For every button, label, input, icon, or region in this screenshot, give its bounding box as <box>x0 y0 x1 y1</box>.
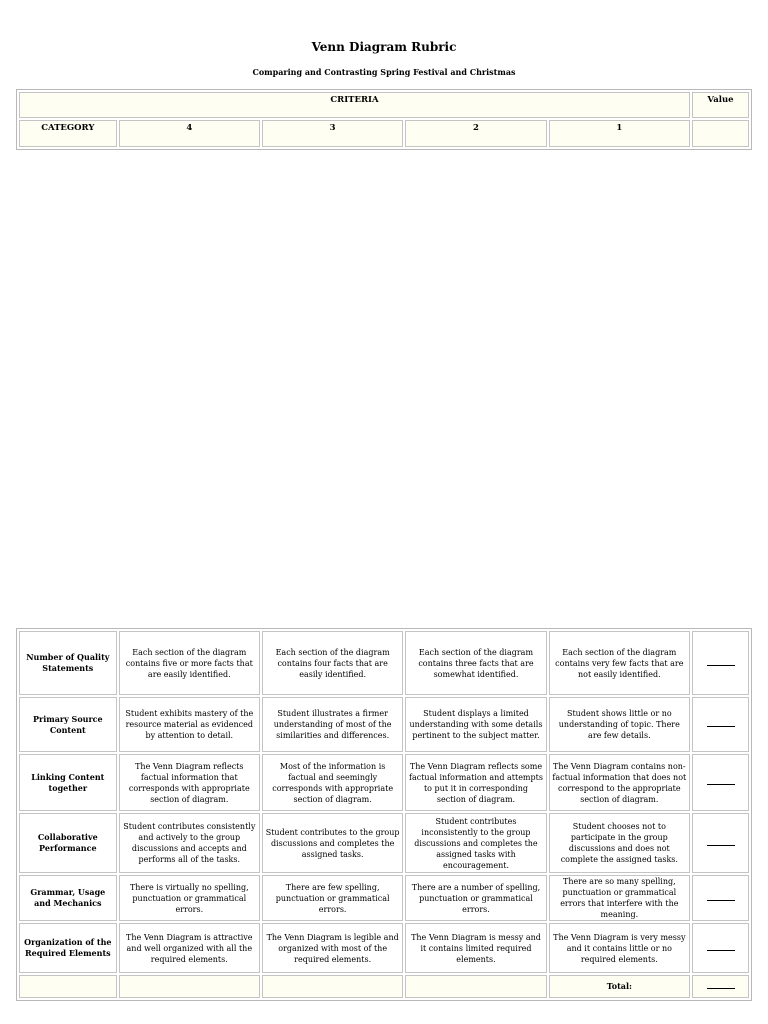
document-subtitle: Comparing and Contrasting Spring Festival and Christmas <box>252 67 516 77</box>
total-row <box>19 975 749 998</box>
score-1-cell: The Venn Diagram contains non-factual information that does not correspond to the appropriate section of diagram. <box>549 754 690 811</box>
value-blank[interactable] <box>692 697 749 752</box>
table-row <box>19 813 749 873</box>
total-value-blank[interactable] <box>692 975 749 998</box>
criteria-header: CRITERIA <box>19 92 690 118</box>
score-2-cell: Student contributes inconsistently to the group discussions and completes the assigned tasks with encouragement. <box>405 813 546 873</box>
score-3-cell: Student contributes to the group discussions and completes the assigned tasks. <box>262 813 403 873</box>
category-cell: Number of Quality Statements <box>19 631 117 695</box>
category-header: CATEGORY <box>19 120 117 147</box>
table-row <box>19 923 749 973</box>
value-header: Value <box>692 92 749 118</box>
category-cell: Organization of the Required Elements <box>19 923 117 973</box>
document-title: Venn Diagram Rubric <box>311 40 457 54</box>
score-2-cell: The Venn Diagram is messy and it contains limited required elements. <box>405 923 546 973</box>
value-blank[interactable] <box>692 875 749 921</box>
value-blank-line <box>707 949 735 951</box>
value-blank-line <box>707 844 735 846</box>
value-header-blank <box>692 120 749 147</box>
category-cell: Grammar, Usage and Mechanics <box>19 875 117 921</box>
total-row-blank <box>262 975 403 998</box>
table-row <box>19 754 749 811</box>
score-1-cell: There are so many spelling, punctuation or grammatical errors that interfere with the meaning. <box>549 875 690 921</box>
value-blank[interactable] <box>692 923 749 973</box>
score-2-header: 2 <box>405 120 546 147</box>
score-2-cell: There are a number of spelling, punctuation or grammatical errors. <box>405 875 546 921</box>
value-blank-line <box>707 664 735 666</box>
total-row-blank <box>405 975 546 998</box>
score-3-header: 3 <box>262 120 403 147</box>
score-3-cell: Each section of the diagram contains four facts that are easily identified. <box>262 631 403 695</box>
score-4-cell: Student exhibits mastery of the resource material as evidenced by attention to detail. <box>119 697 260 752</box>
value-blank-line <box>707 783 735 785</box>
score-1-header: 1 <box>549 120 690 147</box>
value-blank-line <box>707 725 735 727</box>
score-1-cell: Student chooses not to participate in the group discussions and does not complete the assigned tasks. <box>549 813 690 873</box>
score-1-cell: Each section of the diagram contains very few facts that are not easily identified. <box>549 631 690 695</box>
score-2-cell: The Venn Diagram reflects some factual information and attempts to put it in corresponding section of diagram. <box>405 754 546 811</box>
score-4-header: 4 <box>119 120 260 147</box>
value-blank-line <box>707 987 735 989</box>
category-cell: Primary Source Content <box>19 697 117 752</box>
total-row-blank <box>19 975 117 998</box>
total-label: Total: <box>549 975 690 998</box>
score-4-cell: There is virtually no spelling, punctuation or grammatical errors. <box>119 875 260 921</box>
rubric-body-table <box>16 628 752 1001</box>
total-row-blank <box>119 975 260 998</box>
table-row <box>19 631 749 695</box>
category-cell: Collaborative Performance <box>19 813 117 873</box>
score-1-cell: The Venn Diagram is very messy and it contains little or no required elements. <box>549 923 690 973</box>
value-blank[interactable] <box>692 813 749 873</box>
score-4-cell: Student contributes consistently and actively to the group discussions and accepts and performs all of the tasks. <box>119 813 260 873</box>
score-2-cell: Each section of the diagram contains three facts that are somewhat identified. <box>405 631 546 695</box>
score-2-cell: Student displays a limited understanding with some details pertinent to the subject matter. <box>405 697 546 752</box>
table-row <box>19 875 749 921</box>
table-row <box>19 697 749 752</box>
score-4-cell: The Venn Diagram is attractive and well organized with all the required elements. <box>119 923 260 973</box>
score-3-cell: There are few spelling, punctuation or grammatical errors. <box>262 875 403 921</box>
score-4-cell: Each section of the diagram contains five or more facts that are easily identified. <box>119 631 260 695</box>
score-1-cell: Student shows little or no understanding of topic. There are few details. <box>549 697 690 752</box>
value-blank[interactable] <box>692 631 749 695</box>
value-blank[interactable] <box>692 754 749 811</box>
category-cell: Linking Content together <box>19 754 117 811</box>
value-blank-line <box>707 899 735 901</box>
score-3-cell: Most of the information is factual and seemingly corresponds with appropriate section of diagram. <box>262 754 403 811</box>
score-3-cell: Student illustrates a firmer understanding of most of the similarities and differences. <box>262 697 403 752</box>
score-3-cell: The Venn Diagram is legible and organized with most of the required elements. <box>262 923 403 973</box>
rubric-header-table <box>16 89 752 150</box>
score-4-cell: The Venn Diagram reflects factual information that corresponds with appropriate section of diagram. <box>119 754 260 811</box>
